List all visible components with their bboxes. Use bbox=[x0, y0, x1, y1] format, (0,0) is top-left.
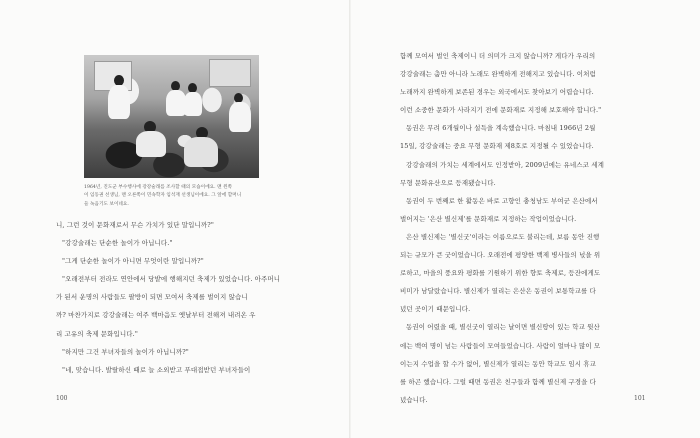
caption-line: 들 녹음기도 보이네요. bbox=[84, 201, 129, 207]
book-gutter bbox=[349, 0, 351, 438]
right-page-body bbox=[400, 47, 645, 409]
text-line: 가 된서 운명의 사람들도 팔방이 되면 모여서 축제를 벌이지 않습니 bbox=[56, 293, 248, 302]
historical-photo bbox=[84, 55, 259, 178]
text-line: 녔던 곳이기 때문입니다. bbox=[400, 305, 471, 314]
caption-line: 이 임동권 선생님, 맨 오른쪽이 민속학자 임석재 선생님이에요. 그 앞에 할머니 bbox=[84, 193, 242, 199]
text-line: "강강술래는 단순한 놀이가 아닙니다." bbox=[62, 239, 173, 248]
text-line: 함께 모여서 벌인 축제이니 더 의미가 크지 않습니까? 게다가 우리의 bbox=[400, 52, 596, 60]
text-line: 15일, 강강술래는 중요 무형 문화재 제8호로 지정될 수 있었습니다. bbox=[400, 142, 594, 151]
text-line: 이런 소중한 문화가 사라지기 전에 문화재로 지정해 보호해야 합니다." bbox=[400, 106, 602, 115]
text-line: 은산 별신제는 '별신굿'이라는 이름으로도 불리는데, 보름 동안 진행 bbox=[406, 232, 600, 241]
text-line: 비미가 남달랐습니다. 별신제가 열리는 은산은 동권이 보통학교를 다 bbox=[400, 287, 596, 296]
text-line: "오래전부터 전라도 연안에서 당밭에 행해지던 축제가 있었습니다. 아주머니 bbox=[62, 275, 281, 284]
text-line: 까? 마찬가지로 강강술래는 여주 백마음도 옛날부터 전해져 내려온 우 bbox=[56, 311, 256, 320]
page-number-left: 100 bbox=[56, 395, 68, 402]
text-line: 되는 규모가 큰 굿이었습니다. 오래전에 평양한 백제 병사들의 넋을 위 bbox=[400, 251, 601, 260]
text-line: 벌어지는 '은산 별신제'를 문화재로 지정하는 작업이었습니다. bbox=[400, 214, 577, 223]
text-line: 동권은 무려 6개월이나 설득을 계속했습니다. 마침내 1966년 2월 bbox=[406, 124, 596, 133]
text-line: 니, 그런 것이 문화재로서 무슨 가치가 있단 말입니까?" bbox=[56, 221, 214, 229]
text-line: 강강술래는 춤만 아니라 노래도 완벽하게 전해지고 있습니다. 이처럼 bbox=[400, 70, 596, 79]
page-number-right: 101 bbox=[634, 395, 646, 402]
text-line: 로하고, 마을의 풍요와 평화를 기원하기 위한 향토 축제로, 등잔에게도 bbox=[400, 269, 601, 278]
text-line: 이는지 수업을 할 수가 없어, 별신제가 열리는 동안 학교도 임시 휴교 bbox=[400, 359, 597, 368]
text-line: 동권이 두 번째로 한 활동은 바로 고향인 충청남도 부여군 은산에서 bbox=[406, 196, 598, 205]
left-page-body bbox=[56, 216, 288, 379]
text-line: 를 하곤 했습니다. 그럴 때면 동권은 친구들과 함께 별신제 구경을 다 bbox=[400, 377, 597, 386]
text-line: "그게 단순한 놀이가 아니면 무엇이란 말입니까?" bbox=[62, 257, 204, 266]
photo-caption bbox=[84, 184, 264, 209]
text-line: 리 고유의 축제 문화입니다." bbox=[56, 329, 138, 338]
text-line: "하지만 그건 부녀자들의 놀이가 아닙니까?" bbox=[62, 347, 189, 356]
text-line: 무형 문화유산으로 등재됐습니다. bbox=[400, 178, 496, 187]
caption-line: 1964년, 진도군 부수행사에 강강술래를 조사할 때의 모습이에요. 맨 왼쪽 bbox=[84, 185, 233, 190]
text-line: "네, 맞습니다. 발랄하신 때로 늘 소외받고 푸대접받던 부녀자들이 bbox=[62, 365, 251, 374]
text-line: 노래까지 완벽하게 보존된 경우는 외국에서도 찾아보기 어렵습니다. bbox=[400, 88, 594, 97]
text-line: 동권이 어렸을 때, 별신굿이 열리는 날이면 별신땅이 있는 학교 뒷산 bbox=[406, 323, 600, 332]
text-line: 에는 백여 명이 넘는 사람들이 모여들었습니다. 사람이 얼마나 많이 모 bbox=[400, 341, 601, 350]
text-line: 녔습니다. bbox=[400, 395, 428, 404]
text-line: 강강술래의 가치는 세계에서도 인정받아, 2009년에는 유네스코 세계 bbox=[406, 160, 604, 169]
